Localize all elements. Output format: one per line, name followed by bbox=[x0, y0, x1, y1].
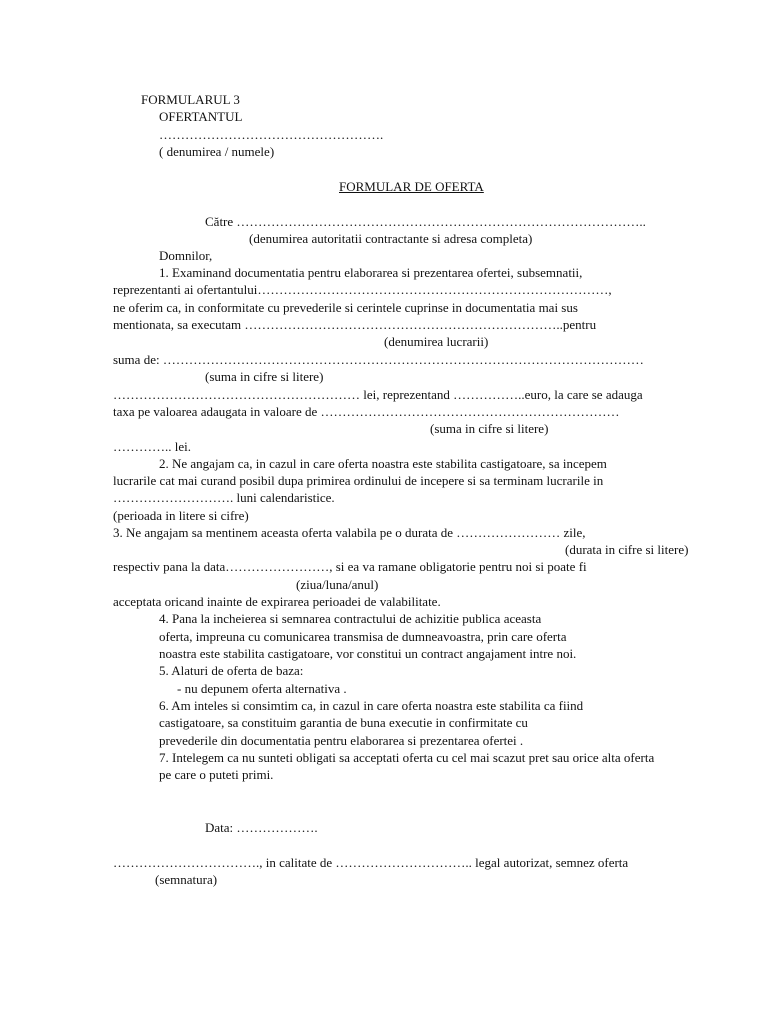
section1-hint-works: (denumirea lucrarii) bbox=[384, 334, 489, 349]
section5-line1: 5. Alaturi de oferta de baza: bbox=[159, 663, 304, 678]
signature-line: ……………………………., in calitate de ………………………….. legal autorizat, semnez oferta bbox=[113, 855, 629, 870]
addressee-hint: (denumirea autoritatii contractante si adresa completa) bbox=[249, 231, 533, 246]
section5-line2: - nu depunem oferta alternativa . bbox=[177, 681, 347, 696]
bidder-hint: ( denumirea / numele) bbox=[159, 144, 275, 159]
section1-line8: ………….. lei. bbox=[113, 439, 191, 454]
date-line: Data: ………………. bbox=[205, 820, 318, 835]
section2-line3: ………………………. luni calendaristice. bbox=[113, 490, 335, 505]
bidder-blank: ……………………………………………. bbox=[159, 127, 384, 142]
salutation: Domnilor, bbox=[159, 248, 213, 263]
bidder-label: OFERTANTUL bbox=[159, 109, 243, 124]
section1-line5: suma de: ………………………………………………………………………………………………… bbox=[113, 352, 644, 367]
addressee-line: Către ………………………………………………………………………………….. bbox=[205, 214, 646, 229]
section7-line1: 7. Intelegem ca nu sunteti obligati sa acceptati oferta cu cel mai scazut pret sau orice alta oferta bbox=[159, 750, 655, 765]
section4-line2: oferta, impreuna cu comunicarea transmisa de dumneavoastra, prin care oferta bbox=[159, 629, 567, 644]
signature-hint: (semnatura) bbox=[155, 872, 218, 887]
section1-line3: ne oferim ca, in conformitate cu prevederile si cerintele cuprinse in documentatia mai sus bbox=[113, 300, 578, 315]
section1-line1: 1. Examinand documentatia pentru elaborarea si prezentarea ofertei, subsemnatii, bbox=[159, 265, 583, 280]
section2-hint: (perioada in litere si cifre) bbox=[113, 508, 249, 523]
section3-line2: respectiv pana la data……………………, si ea va ramane obligatorie pentru noi si poate fi bbox=[113, 559, 587, 574]
section6-line1: 6. Am inteles si consimtim ca, in cazul in care oferta noastra este stabilita ca fiind bbox=[159, 698, 584, 713]
section6-line3: prevederile din documentatia pentru elaborarea si prezentarea ofertei . bbox=[159, 733, 524, 748]
section4-line3: noastra este stabilita castigatoare, vor constitui un contract angajament intre noi. bbox=[159, 646, 577, 661]
section1-line6: ………………………………………………… lei, reprezentand ……………..euro, la care se adauga bbox=[113, 387, 643, 402]
section2-line2: lucrarile cat mai curand posibil dupa primirea ordinului de incepere si sa terminam lucrarile in bbox=[113, 473, 604, 488]
section2-line1: 2. Ne angajam ca, in cazul in care oferta noastra este stabilita castigatoare, sa incepem bbox=[159, 456, 607, 471]
section3-hint-duration: (durata in cifre si litere) bbox=[565, 542, 689, 557]
section1-hint-sum: (suma in cifre si litere) bbox=[205, 369, 324, 384]
document-title: FORMULAR DE OFERTA bbox=[339, 179, 484, 194]
section1-line2: reprezentanti ai ofertantului………………………………………………………………………, bbox=[113, 282, 612, 297]
section4-line1: 4. Pana la incheierea si semnarea contractului de achizitie publica aceasta bbox=[159, 611, 542, 626]
section1-line7: taxa pe valoarea adaugata in valoare de …………………………………………………………… bbox=[113, 404, 620, 419]
section3-hint-date: (ziua/luna/anul) bbox=[296, 577, 379, 592]
section6-line2: castigatoare, sa constituim garantia de buna executie in confirmitate cu bbox=[159, 715, 528, 730]
section3-line3: acceptata oricand inainte de expirarea perioadei de valabilitate. bbox=[113, 594, 441, 609]
section1-hint-vat: (suma in cifre si litere) bbox=[430, 421, 549, 436]
section3-line1: 3. Ne angajam sa mentinem aceasta oferta valabila pe o durata de …………………… zile, bbox=[113, 525, 586, 540]
section1-line4: mentionata, sa executam ………………………………………………………………..pentru bbox=[113, 317, 597, 332]
section7-line2: pe care o puteti primi. bbox=[159, 767, 274, 782]
form-number: FORMULARUL 3 bbox=[141, 92, 240, 107]
